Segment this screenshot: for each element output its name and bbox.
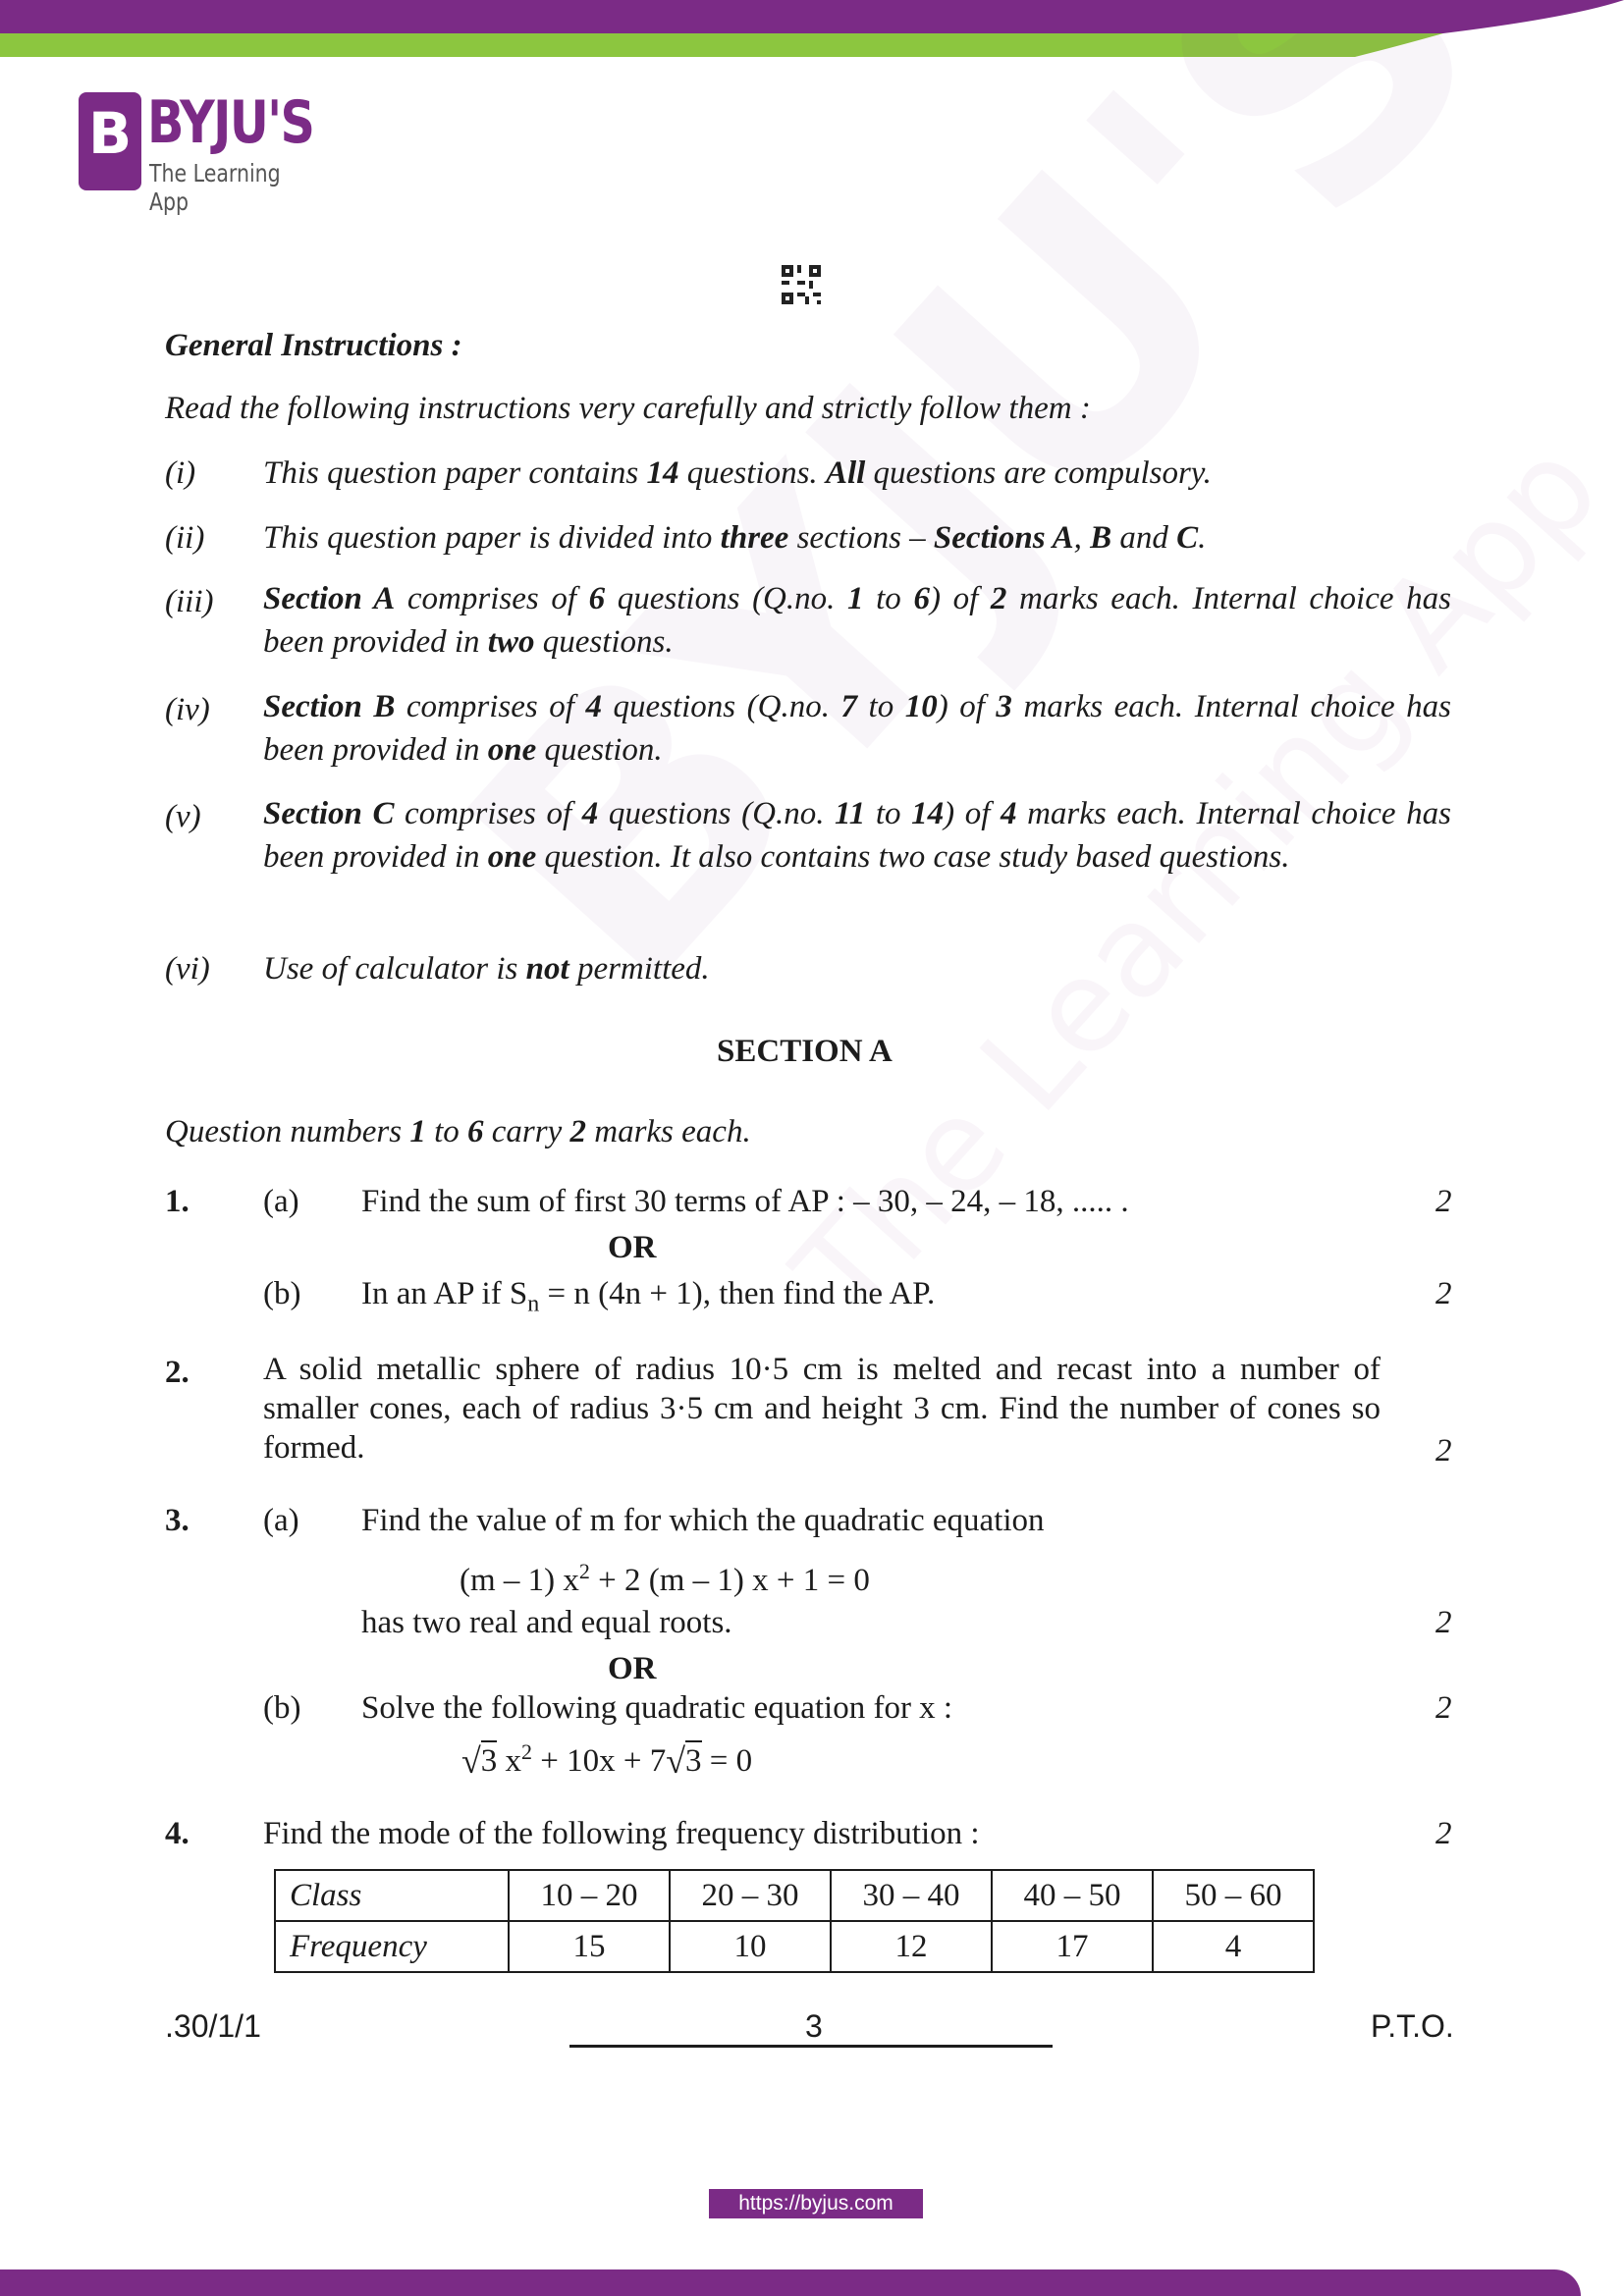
instructions-intro: Read the following instructions very carefully and strictly follow them : xyxy=(165,391,1091,426)
table-cell: 40 – 50 xyxy=(992,1870,1153,1921)
instruction-item: This question paper is divided into three sections – Sections A, B and C. xyxy=(263,520,1207,556)
byjus-logo xyxy=(79,88,314,216)
marks: 2 xyxy=(1435,1184,1452,1219)
logo-letter: B xyxy=(88,100,133,167)
question-text: Find the sum of first 30 terms of AP : – 30, – 24, – 18, ..... . xyxy=(361,1184,1129,1219)
instruction-item: Section A comprises of 6 questions (Q.no. 1 to 6) of 2 marks each. Internal choice has been provided in two questions. xyxy=(263,581,1451,660)
part-label: (a) xyxy=(263,1184,299,1219)
question-text: A solid metallic sphere of radius 10·5 cm is melted and recast into a number of smaller cones, each of radius 3·5 cm and height 3 cm. Find the number of cones so formed. xyxy=(263,1352,1380,1466)
pto-label: P.T.O. xyxy=(1371,2008,1454,2044)
or-separator: OR xyxy=(608,1651,657,1686)
section-title: SECTION A xyxy=(717,1034,893,1069)
question-text: Find the mode of the following frequency distribution : xyxy=(263,1816,980,1851)
qr-code-icon xyxy=(782,265,821,304)
part-label: (b) xyxy=(263,1276,301,1311)
instruction-number: (i) xyxy=(165,455,196,491)
question-text: Solve the following quadratic equation for x : xyxy=(361,1690,953,1726)
paper-code: .30/1/1 xyxy=(165,2008,261,2044)
logo-mark xyxy=(79,92,141,190)
instruction-item: This question paper contains 14 questions. All questions are compulsory. xyxy=(263,455,1212,491)
table-cell: 17 xyxy=(992,1921,1153,1972)
website-link[interactable]: https://byjus.com xyxy=(709,2189,923,2218)
question-text: Find the value of m for which the quadratic equation xyxy=(361,1503,1045,1538)
section-note: Question numbers 1 to 6 carry 2 marks each. xyxy=(165,1114,751,1149)
frequency-table xyxy=(274,1869,1315,1973)
instruction-number: (v) xyxy=(165,799,201,834)
instruction-item: Section C comprises of 4 questions (Q.no. 11 to 14) of 4 marks each. Internal choice has been provided in one question. It also contains two case study based questions. xyxy=(263,796,1451,875)
table-cell: 10 – 20 xyxy=(509,1870,670,1921)
logo-wordmark: BYJU'S xyxy=(147,88,314,157)
logo-tagline: The Learning App xyxy=(149,159,281,216)
table-row-header: Class xyxy=(275,1870,509,1921)
footer-rule xyxy=(569,2045,1053,2048)
instruction-number: (iv) xyxy=(165,692,210,727)
table-row-header: Frequency xyxy=(275,1921,509,1972)
question-text: In an AP if $S_n = n$ (4n + 1), then find the AP. xyxy=(361,1276,936,1317)
question-number: 4. xyxy=(165,1816,189,1851)
question-number: 1. xyxy=(165,1184,189,1219)
page-number: 3 xyxy=(805,2008,823,2044)
table-cell: 20 – 30 xyxy=(670,1870,831,1921)
marks: 2 xyxy=(1435,1816,1452,1851)
marks: 2 xyxy=(1435,1276,1452,1311)
table-row xyxy=(275,1870,1314,1921)
question-number: 3. xyxy=(165,1503,189,1538)
table-cell: 10 xyxy=(670,1921,831,1972)
table-cell: 50 – 60 xyxy=(1153,1870,1314,1921)
table-cell: 12 xyxy=(831,1921,992,1972)
instruction-item: Section B comprises of 4 questions (Q.no. 7 to 10) of 3 marks each. Internal choice has been provided in one question. xyxy=(263,689,1451,768)
bottom-brand-bar xyxy=(0,2269,1581,2296)
table-cell: 4 xyxy=(1153,1921,1314,1972)
table-row xyxy=(275,1921,1314,1972)
equation: √3 $x^2 + 10x + 7√3 = 0$ xyxy=(461,1739,753,1781)
instruction-number: (vi) xyxy=(165,951,210,987)
instruction-number: (iii) xyxy=(165,584,214,619)
part-label: (a) xyxy=(263,1503,299,1538)
question-text: has two real and equal roots. xyxy=(361,1605,732,1640)
or-separator: OR xyxy=(608,1230,657,1265)
marks: 2 xyxy=(1435,1433,1452,1468)
equation: (m – 1) $x^2 + 2$ (m – 1) x + 1 = 0 xyxy=(460,1559,870,1598)
question-number: 2. xyxy=(165,1355,189,1390)
marks: 2 xyxy=(1435,1605,1452,1640)
marks: 2 xyxy=(1435,1690,1452,1726)
table-cell: 30 – 40 xyxy=(831,1870,992,1921)
instruction-item: Use of calculator is not permitted. xyxy=(263,951,710,987)
instructions-heading: General Instructions : xyxy=(165,328,462,363)
part-label: (b) xyxy=(263,1690,301,1726)
instruction-number: (ii) xyxy=(165,520,205,556)
table-cell: 15 xyxy=(509,1921,670,1972)
